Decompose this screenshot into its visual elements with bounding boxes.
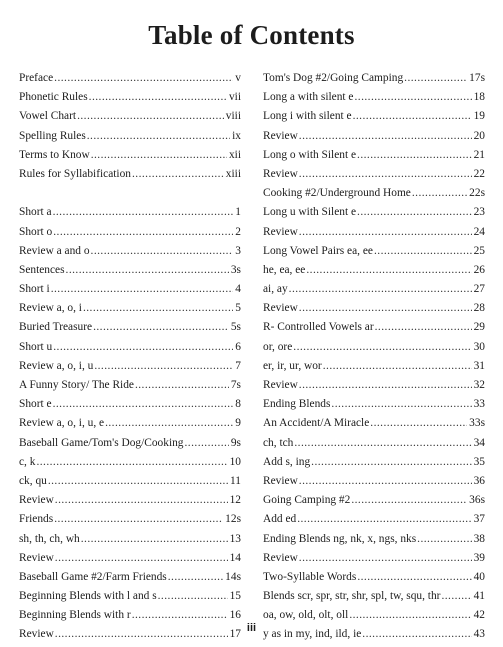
toc-entry-title: Long u with Silent e	[263, 206, 357, 219]
toc-entry-page: 43	[473, 628, 485, 641]
toc-entry[interactable]	[263, 549, 485, 568]
dot-leader	[53, 203, 234, 222]
toc-entry[interactable]	[263, 587, 485, 606]
dot-leader	[353, 107, 472, 126]
dot-leader	[53, 223, 233, 242]
toc-entry[interactable]	[263, 184, 485, 203]
toc-entry[interactable]	[19, 146, 241, 165]
toc-entry-page: 8	[235, 398, 241, 411]
toc-entry-title: Rules for Syllabification	[19, 167, 131, 180]
toc-entry-page: 12s	[225, 513, 241, 526]
dot-leader	[299, 223, 472, 242]
toc-entry-title: Review	[263, 551, 298, 564]
toc-entry-page: 14s	[225, 570, 241, 583]
dot-leader	[306, 261, 471, 280]
dot-leader	[132, 165, 224, 184]
toc-entry[interactable]	[263, 242, 485, 261]
toc-entry-page: 39	[473, 551, 485, 564]
dot-leader	[375, 318, 472, 337]
toc-entry[interactable]	[19, 587, 241, 606]
toc-entry-title: sh, th, ch, wh	[19, 532, 80, 545]
toc-entry-page: xii	[228, 148, 241, 161]
toc-entry-page: 4	[235, 283, 241, 296]
toc-entry-page: ix	[232, 129, 241, 142]
toc-entry[interactable]	[263, 568, 485, 587]
toc-entry[interactable]	[263, 261, 485, 280]
toc-right-column	[263, 69, 485, 645]
toc-entry[interactable]	[19, 242, 241, 261]
dot-leader	[351, 491, 467, 510]
toc-entry-page: 6	[235, 340, 241, 353]
toc-entry[interactable]	[19, 549, 241, 568]
toc-entry-page: 31	[473, 359, 485, 372]
toc-entry-page: 18	[473, 91, 485, 104]
toc-entry-page: 21	[473, 148, 485, 161]
toc-entry-title: Review	[263, 379, 298, 391]
toc-entry[interactable]	[263, 107, 485, 126]
toc-entry-title: Add ed	[263, 513, 297, 526]
dot-leader	[417, 530, 471, 549]
page-number: iii	[246, 622, 257, 634]
toc-entry-title: Review a, o, i, u, e	[19, 417, 105, 430]
toc-entry-title: y as in my, ind, ild, ie	[263, 628, 362, 641]
toc-entry-page: 1	[235, 206, 241, 219]
toc-entry-title: Review	[263, 302, 298, 315]
toc-entry[interactable]	[263, 69, 485, 88]
toc-entry-title: Review	[263, 474, 298, 487]
toc-entry-title: ai, ay	[263, 283, 288, 296]
toc-entry-title: Vowel Chart	[19, 110, 77, 123]
dot-leader	[299, 127, 472, 146]
toc-entry-title: Review a and o	[19, 244, 90, 257]
toc-entry-title: Cooking #2/Underground Home	[263, 187, 411, 200]
dot-leader	[36, 453, 227, 472]
toc-entry-title: ch, tch	[263, 436, 294, 449]
toc-entry-page: v	[235, 72, 241, 84]
toc-entry-title: Preface	[19, 72, 54, 84]
dot-leader	[297, 510, 471, 529]
dot-leader	[87, 127, 230, 146]
toc-entry-page: 38	[473, 532, 485, 545]
toc-entry-page: 22	[473, 167, 485, 180]
dot-leader	[299, 165, 472, 184]
toc-entry[interactable]	[19, 434, 241, 453]
toc-entry-page: 23	[473, 206, 485, 219]
toc-entry-title: Beginning Blends with l and s	[19, 590, 157, 603]
toc-entry-title: or, ore	[263, 340, 293, 353]
toc-entry-page: 35	[473, 455, 485, 468]
toc-entry-page: 42	[473, 609, 485, 622]
toc-entry-page: 41	[473, 590, 485, 603]
toc-entry-title: ck, qu	[19, 474, 47, 487]
toc-entry-title: c, k	[19, 455, 36, 468]
toc-entry[interactable]	[263, 472, 485, 491]
toc-entry-page: 13	[229, 532, 241, 545]
toc-entry-title: Two-Syllable Words	[263, 570, 357, 583]
toc-entry-page: 29	[473, 321, 485, 334]
dot-leader	[158, 587, 228, 606]
toc-entry-title: Baseball Game/Tom's Dog/Cooking	[19, 436, 184, 449]
toc-entry[interactable]	[19, 568, 241, 587]
toc-entry-title: Sentences	[19, 263, 65, 276]
dot-leader	[374, 242, 472, 261]
dot-leader	[54, 510, 223, 529]
toc-entry-page: 33	[473, 398, 485, 411]
toc-entry-page: xiii	[225, 167, 241, 180]
toc-entry[interactable]	[19, 88, 241, 107]
toc-entry-title: Review	[19, 551, 54, 564]
toc-entry[interactable]	[19, 472, 241, 491]
dot-leader	[66, 261, 229, 280]
dot-leader	[357, 146, 472, 165]
toc-entry-title: Review	[263, 129, 298, 142]
toc-entry[interactable]	[263, 299, 485, 318]
toc-entry-page: 37	[473, 513, 485, 526]
toc-entry-page: 32	[473, 379, 485, 391]
dot-leader	[168, 568, 223, 587]
toc-entry-page: viii	[225, 110, 241, 123]
dot-leader	[54, 69, 233, 88]
toc-entry-title: R- Controlled Vowels ar	[263, 321, 374, 334]
dot-leader	[105, 414, 233, 433]
dot-leader	[91, 146, 227, 165]
toc-entry-title: Review	[19, 628, 54, 641]
toc-entry-title: Tom's Dog #2/Going Camping	[263, 72, 404, 84]
dot-leader	[94, 357, 233, 376]
toc-entry-title: Long a with silent e	[263, 91, 354, 104]
dot-leader	[77, 107, 224, 126]
toc-entry[interactable]	[19, 203, 241, 222]
toc-entry-title: Friends	[19, 513, 54, 526]
toc-entry[interactable]	[263, 414, 485, 433]
toc-entry[interactable]	[263, 510, 485, 529]
toc-entry-page: 22s	[469, 187, 485, 200]
dot-leader	[299, 376, 472, 395]
dot-leader	[53, 395, 234, 414]
section-spacer	[19, 184, 241, 203]
toc-entry[interactable]	[19, 318, 241, 337]
toc-entry-page: 7	[235, 359, 241, 372]
toc-entry-page: 36s	[469, 494, 485, 507]
dot-leader	[185, 434, 229, 453]
toc-entry-page: 28	[473, 302, 485, 315]
toc-left-column	[19, 69, 241, 645]
toc-entry-title: Short a	[19, 206, 52, 219]
toc-entry-title: Long o with Silent e	[263, 148, 357, 161]
toc-entry-title: Ending Blends ng, nk, x, ngs, nks	[263, 532, 417, 545]
toc-entry-title: Short u	[19, 340, 53, 353]
toc-entry-title: Going Camping #2	[263, 494, 351, 507]
toc-entry[interactable]	[19, 510, 241, 529]
dot-leader	[357, 203, 472, 222]
toc-entry[interactable]	[19, 280, 241, 299]
toc-entry[interactable]	[19, 165, 241, 184]
toc-entry-title: Blends scr, spr, str, shr, spl, tw, squ, thr	[263, 590, 441, 603]
toc-entry-title: Beginning Blends with r	[19, 609, 131, 622]
toc-entry-title: Long Vowel Pairs ea, ee	[263, 244, 373, 257]
toc-entry[interactable]	[263, 530, 485, 549]
toc-entry-page: 3	[235, 244, 241, 257]
page-title: Table of Contents	[148, 20, 355, 50]
dot-leader	[51, 280, 234, 299]
toc-entry-title: oa, ow, old, olt, oll	[263, 609, 349, 622]
toc-entry-page: 33s	[469, 417, 485, 430]
toc-entry-title: A Funny Story/ The Ride	[19, 379, 134, 391]
dot-leader	[404, 69, 467, 88]
toc-entry[interactable]	[19, 223, 241, 242]
dot-leader	[370, 414, 467, 433]
toc-entry-page: 2	[235, 225, 241, 238]
toc-entry[interactable]	[263, 203, 485, 222]
toc-entry[interactable]	[263, 434, 485, 453]
dot-leader	[91, 242, 234, 261]
dot-leader	[299, 472, 472, 491]
toc-entry[interactable]	[19, 261, 241, 280]
toc-entry-title: Review	[19, 494, 54, 507]
dot-leader	[299, 549, 472, 568]
toc-entry-title: Baseball Game #2/Farm Friends	[19, 570, 167, 583]
toc-entry-page: 26	[473, 263, 485, 276]
toc-entry[interactable]	[19, 357, 241, 376]
toc-entry-page: 7s	[230, 379, 241, 391]
toc-entry-page: 20	[473, 129, 485, 142]
toc-entry-title: Short e	[19, 398, 52, 411]
dot-leader	[293, 338, 471, 357]
toc-entry[interactable]	[19, 107, 241, 126]
toc-entry-title: Phonetic Rules	[19, 91, 88, 104]
toc-entry-page: 12	[229, 494, 241, 507]
toc-entry-page: 30	[473, 340, 485, 353]
dot-leader	[311, 453, 471, 472]
dot-leader	[81, 530, 228, 549]
dot-leader	[135, 376, 229, 395]
toc-entry-page: 24	[473, 225, 485, 238]
dot-leader	[323, 357, 472, 376]
toc-entry[interactable]	[263, 376, 485, 395]
toc-entry-page: 40	[473, 570, 485, 583]
toc-entry[interactable]	[263, 395, 485, 414]
toc-entry-title: Review	[263, 167, 298, 180]
dot-leader	[55, 549, 228, 568]
dot-leader	[53, 338, 233, 357]
toc-entry-page: 17	[229, 628, 241, 641]
dot-leader	[357, 568, 471, 587]
toc-entry[interactable]	[19, 453, 241, 472]
toc-entry-title: Buried Treasure	[19, 321, 93, 334]
toc-entry[interactable]	[263, 127, 485, 146]
toc-entry[interactable]	[19, 395, 241, 414]
dot-leader	[48, 472, 228, 491]
toc-entry-page: 11	[230, 474, 241, 487]
toc-entry[interactable]	[19, 127, 241, 146]
toc-entry-page: 14	[229, 551, 241, 564]
toc-entry-title: Review a, o, i	[19, 302, 82, 315]
toc-entry[interactable]	[19, 376, 241, 395]
toc-entry[interactable]	[263, 223, 485, 242]
toc-entry-title: Short i	[19, 283, 50, 296]
toc-entry[interactable]	[263, 491, 485, 510]
toc-entry-page: 17s	[469, 72, 485, 84]
dot-leader	[294, 434, 471, 453]
toc-entry[interactable]	[19, 299, 241, 318]
dot-leader	[83, 299, 233, 318]
toc-entry-title: Short o	[19, 225, 53, 238]
toc-entry-page: 34	[473, 436, 485, 449]
toc-entry-page: 16	[229, 609, 241, 622]
toc-entry-page: 9	[235, 417, 241, 430]
toc-entry-title: Ending Blends	[263, 398, 331, 411]
dot-leader	[55, 491, 228, 510]
toc-entry[interactable]	[19, 69, 241, 88]
toc-entry-title: Review a, o, i, u	[19, 359, 94, 372]
toc-entry-title: Add s, ing	[263, 455, 311, 468]
dot-leader	[289, 280, 472, 299]
dot-leader	[354, 88, 471, 107]
dot-leader	[441, 587, 471, 606]
dot-leader	[331, 395, 471, 414]
toc-entry-page: 36	[473, 474, 485, 487]
toc-entry[interactable]	[263, 338, 485, 357]
toc-entry-title: he, ea, ee	[263, 263, 306, 276]
toc-entry[interactable]	[19, 338, 241, 357]
toc-entry[interactable]	[263, 165, 485, 184]
toc-entry[interactable]	[263, 357, 485, 376]
toc-entry-title: er, ir, ur, wor	[263, 359, 322, 372]
toc-entry-title: An Accident/A Miracle	[263, 417, 370, 430]
toc-entry[interactable]	[263, 88, 485, 107]
dot-leader	[412, 184, 467, 203]
dot-leader	[299, 299, 472, 318]
toc-entry-page: 27	[473, 283, 485, 296]
toc-entry-title: Terms to Know	[19, 148, 90, 161]
toc-entry-page: 5	[235, 302, 241, 315]
toc-entry-page: 10	[229, 455, 241, 468]
toc-entry-page: 19	[473, 110, 485, 123]
toc-entry-page: 25	[473, 244, 485, 257]
toc-entry[interactable]	[19, 530, 241, 549]
toc-entry-page: 9s	[230, 436, 241, 449]
toc-entry-page: 5s	[230, 321, 241, 334]
toc-entry-page: vii	[228, 91, 241, 104]
toc-entry[interactable]	[263, 453, 485, 472]
toc-entry[interactable]	[19, 491, 241, 510]
toc-entry-title: Spelling Rules	[19, 129, 86, 142]
toc-entry[interactable]	[263, 280, 485, 299]
toc-entry[interactable]	[263, 318, 485, 337]
toc-entry[interactable]	[19, 414, 241, 433]
dot-leader	[93, 318, 229, 337]
toc-entry-page: 3s	[230, 263, 241, 276]
toc-entry-title: Review	[263, 225, 298, 238]
toc-entry-title: Long i with silent e	[263, 110, 352, 123]
dot-leader	[89, 88, 227, 107]
toc-entry[interactable]	[263, 146, 485, 165]
toc-entry-page: 15	[229, 590, 241, 603]
